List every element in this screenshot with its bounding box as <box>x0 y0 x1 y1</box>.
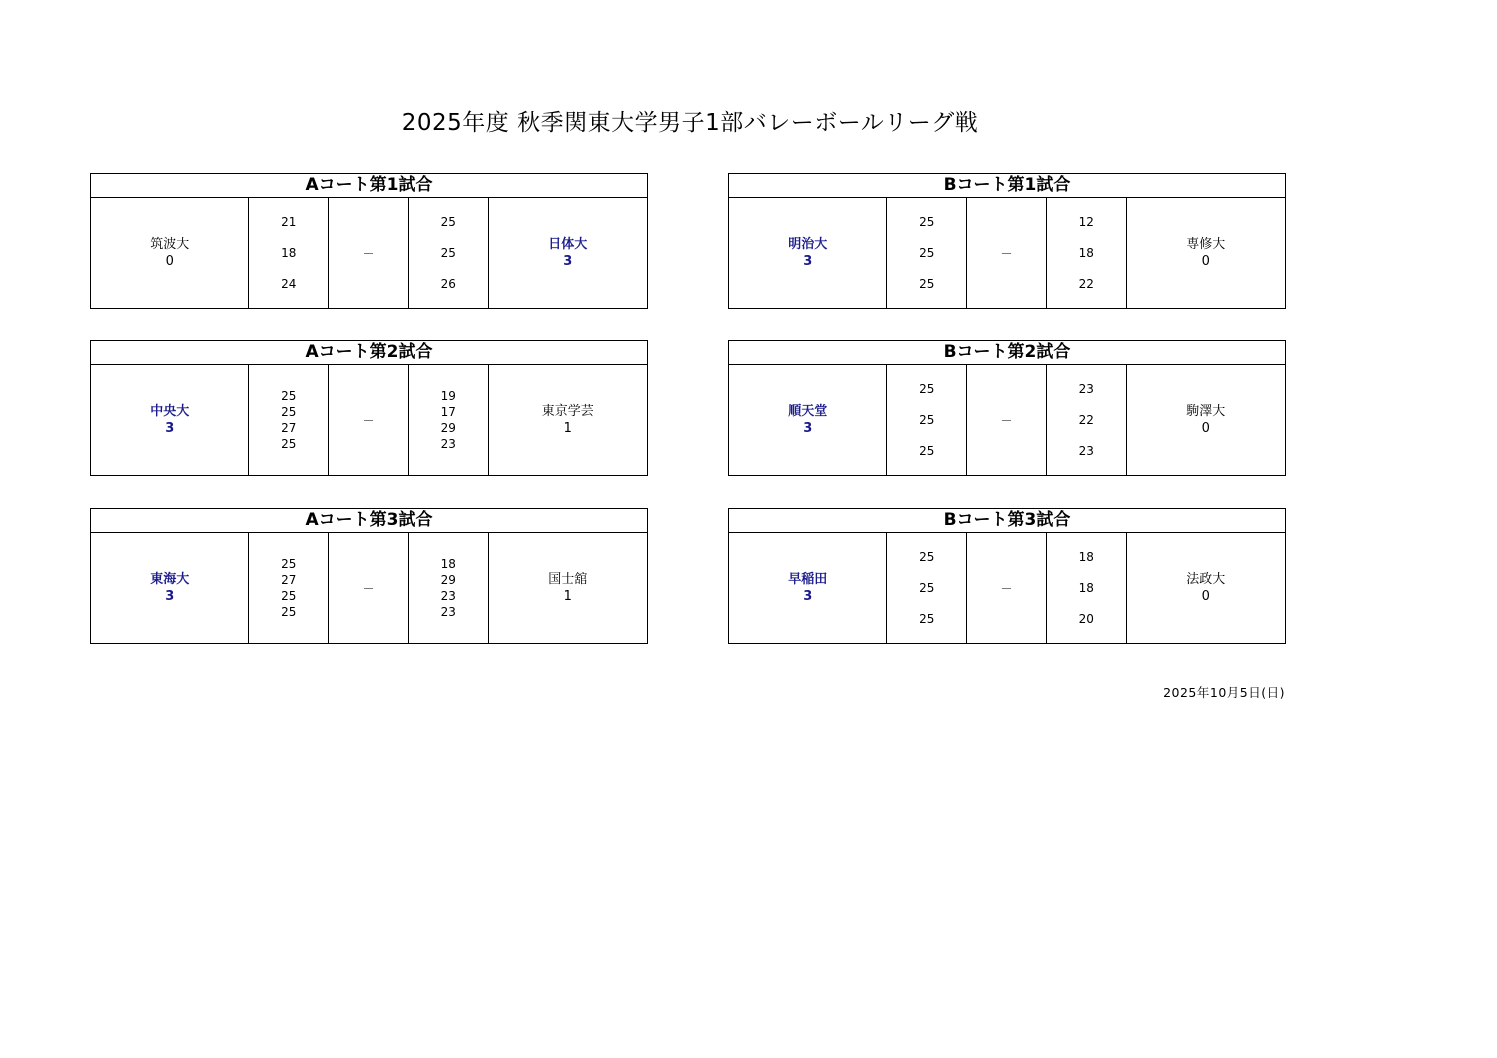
team-name: 早稲田 <box>788 572 828 587</box>
set-score: 25 <box>919 277 935 292</box>
match-body <box>729 533 1285 643</box>
set-score: 22 <box>1078 277 1094 292</box>
match-table <box>728 173 1286 309</box>
right-team <box>489 198 647 308</box>
left-scores <box>249 365 329 475</box>
team-name: 日体大 <box>548 237 588 252</box>
left-team <box>91 198 249 308</box>
left-team <box>91 365 249 475</box>
dash-text: － <box>1000 413 1013 428</box>
team-name: 東海大 <box>150 572 190 587</box>
set-score: 25 <box>919 412 935 427</box>
set-score: 25 <box>919 214 935 229</box>
set-score: 29 <box>440 421 456 435</box>
sets-won: 3 <box>165 589 175 604</box>
match-body <box>91 198 647 308</box>
set-score: 18 <box>281 245 297 260</box>
set-score: 25 <box>281 589 297 603</box>
match-date: 2025年10月5日(日) <box>1163 685 1285 700</box>
right-scores <box>1047 533 1127 643</box>
sets-won: 1 <box>563 421 572 436</box>
set-score: 18 <box>1078 245 1094 260</box>
set-score: 25 <box>919 549 935 564</box>
set-score: 21 <box>281 214 297 229</box>
team-name: 専修大 <box>1186 237 1226 252</box>
set-score: 23 <box>440 437 456 451</box>
left-team <box>91 533 249 643</box>
team-name: 東京学芸 <box>541 404 594 419</box>
team-name: 筑波大 <box>150 237 190 252</box>
set-score: 18 <box>1078 549 1094 564</box>
match-table <box>90 508 648 644</box>
left-scores <box>249 533 329 643</box>
match-header: Bコート第3試合 <box>729 509 1285 533</box>
set-score: 25 <box>919 444 935 459</box>
sets-won: 0 <box>1201 421 1210 436</box>
match-header: Aコート第3試合 <box>91 509 647 533</box>
match-header: Bコート第1試合 <box>729 174 1285 198</box>
set-score: 27 <box>281 573 297 587</box>
left-team <box>729 365 887 475</box>
set-score: 12 <box>1078 214 1094 229</box>
page-title: 2025年度 秋季関東大学男子1部バレーボールリーグ戦 <box>401 110 979 136</box>
set-score: 23 <box>440 589 456 603</box>
score-separator <box>329 198 409 308</box>
sets-won: 3 <box>165 421 175 436</box>
set-score: 25 <box>919 245 935 260</box>
match-body <box>729 365 1285 475</box>
sets-won: 3 <box>803 589 813 604</box>
sets-won: 1 <box>563 589 572 604</box>
match-body <box>91 533 647 643</box>
left-team <box>729 198 887 308</box>
set-score: 25 <box>281 389 297 403</box>
right-team <box>1127 533 1285 643</box>
set-score: 18 <box>440 557 456 571</box>
dash-text: － <box>1000 581 1013 596</box>
team-name: 順天堂 <box>788 404 828 419</box>
sets-won: 3 <box>803 254 813 269</box>
set-score: 25 <box>919 580 935 595</box>
match-table <box>90 173 648 309</box>
team-name: 法政大 <box>1186 572 1226 587</box>
score-separator <box>967 533 1047 643</box>
set-score: 27 <box>281 421 297 435</box>
match-header: Bコート第2試合 <box>729 341 1285 365</box>
right-team <box>1127 365 1285 475</box>
team-name: 国士舘 <box>548 572 588 587</box>
right-scores <box>1047 198 1127 308</box>
left-scores <box>887 533 967 643</box>
set-score: 19 <box>440 389 456 403</box>
right-scores <box>409 198 489 308</box>
score-separator <box>967 198 1047 308</box>
set-score: 18 <box>1078 580 1094 595</box>
set-score: 23 <box>1078 444 1094 459</box>
score-separator <box>329 533 409 643</box>
team-name: 駒澤大 <box>1186 404 1226 419</box>
set-score: 29 <box>440 573 456 587</box>
sets-won: 3 <box>803 421 813 436</box>
right-scores <box>409 533 489 643</box>
set-score: 25 <box>281 437 297 451</box>
score-separator <box>967 365 1047 475</box>
dash-text: － <box>362 413 375 428</box>
set-score: 25 <box>919 381 935 396</box>
right-team <box>489 533 647 643</box>
set-score: 25 <box>281 557 297 571</box>
score-separator <box>329 365 409 475</box>
left-scores <box>249 198 329 308</box>
set-score: 23 <box>440 605 456 619</box>
sets-won: 0 <box>1201 254 1210 269</box>
set-score: 25 <box>281 405 297 419</box>
dash-text: － <box>362 246 375 261</box>
sets-won: 0 <box>165 254 174 269</box>
left-scores <box>887 198 967 308</box>
set-score: 25 <box>281 605 297 619</box>
right-team <box>1127 198 1285 308</box>
set-score: 23 <box>1078 381 1094 396</box>
left-team <box>729 533 887 643</box>
right-scores <box>1047 365 1127 475</box>
set-score: 24 <box>281 277 297 292</box>
sets-won: 0 <box>1201 589 1210 604</box>
set-score: 25 <box>440 214 456 229</box>
sets-won: 3 <box>563 254 573 269</box>
team-name: 中央大 <box>150 404 190 419</box>
set-score: 22 <box>1078 412 1094 427</box>
set-score: 26 <box>440 277 456 292</box>
match-table <box>90 340 648 476</box>
dash-text: － <box>1000 246 1013 261</box>
match-table <box>728 340 1286 476</box>
set-score: 17 <box>440 405 456 419</box>
right-team <box>489 365 647 475</box>
match-header: Aコート第1試合 <box>91 174 647 198</box>
match-body <box>91 365 647 475</box>
left-scores <box>887 365 967 475</box>
match-table <box>728 508 1286 644</box>
match-body <box>729 198 1285 308</box>
match-header: Aコート第2試合 <box>91 341 647 365</box>
team-name: 明治大 <box>788 237 828 252</box>
set-score: 25 <box>919 612 935 627</box>
set-score: 25 <box>440 245 456 260</box>
dash-text: － <box>362 581 375 596</box>
set-score: 20 <box>1078 612 1094 627</box>
right-scores <box>409 365 489 475</box>
